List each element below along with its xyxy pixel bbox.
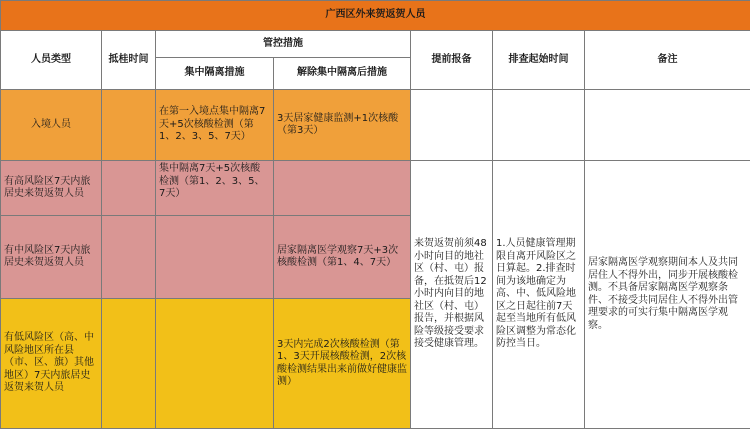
row-mid-risk-quarantine bbox=[156, 216, 274, 299]
row-mid-risk-type: 有中风险区7天内旅居史来贺返贺人员 bbox=[1, 216, 102, 299]
row-entry-type: 入境人员 bbox=[1, 90, 102, 161]
header-remarks: 备注 bbox=[585, 31, 750, 90]
row-high-risk-arrival bbox=[102, 161, 156, 216]
header-after-release: 解除集中隔离后措施 bbox=[274, 58, 411, 90]
row-high-risk-type: 有高风险区7天内旅居史来贺返贺人员 bbox=[1, 161, 102, 216]
merged-remarks: 居家隔离医学观察期间本人及共同居住人不得外出，同步开展核酸检测。不具备居家隔离医学观察条件、不接受共同居住人不得外出管理要求的可实行集中隔离医学观察。 bbox=[585, 161, 750, 429]
merged-advance-report: 来贺返贺前须48小时向目的地社区（村、屯）报备，在抵贺后12小时内向目的地社区（村、屯）报告，并根据风险等级接受要求接受健康管理。 bbox=[411, 161, 493, 429]
header-control-measures: 管控措施 bbox=[156, 31, 411, 58]
row-entry-after-release: 3天居家健康监测+1次核酸（第3天） bbox=[274, 90, 411, 161]
row-entry-arrival bbox=[102, 90, 156, 161]
row-low-risk-quarantine bbox=[156, 299, 274, 429]
row-low-risk-after-release: 3天内完成2次核酸检测（第1、3天开展核酸检测，2次核酸检测结果出来前做好健康监测） bbox=[274, 299, 411, 429]
header-quarantine: 集中隔离措施 bbox=[156, 58, 274, 90]
header-arrival-time: 抵桂时间 bbox=[102, 31, 156, 90]
header-advance-report: 提前报备 bbox=[411, 31, 493, 90]
merged-screening-start: 1.人员健康管理期限自离开风险区之日算起。2.排查时间为该地确定为高、中、低风险地区之日起往前7天起至当地所有低风险区调整为常态化防控当日。 bbox=[493, 161, 585, 429]
row-high-risk-quarantine: 集中隔离7天+5次核酸检测（第1、2、3、5、7天） bbox=[156, 161, 274, 216]
table-title: 广西区外来贺返贺人员 bbox=[1, 1, 750, 31]
row-entry-screening bbox=[493, 90, 585, 161]
row-high-risk-after-release bbox=[274, 161, 411, 216]
row-entry-quarantine: 在第一入境点集中隔离7天+5次核酸检测（第1、2、3、5、7天） bbox=[156, 90, 274, 161]
header-screening-start: 排查起始时间 bbox=[493, 31, 585, 90]
row-low-risk-arrival bbox=[102, 299, 156, 429]
row-entry-remarks bbox=[585, 90, 750, 161]
row-mid-risk-arrival bbox=[102, 216, 156, 299]
row-entry-advance-report bbox=[411, 90, 493, 161]
row-low-risk-type: 有低风险区（高、中风险地区所在县（市、区、旗）其他地区）7天内旅居史返贺来贺人员 bbox=[1, 299, 102, 429]
header-person-type: 人员类型 bbox=[1, 31, 102, 90]
row-mid-risk-after-release: 居家隔离医学观察7天+3次核酸检测（第1、4、7天） bbox=[274, 216, 411, 299]
